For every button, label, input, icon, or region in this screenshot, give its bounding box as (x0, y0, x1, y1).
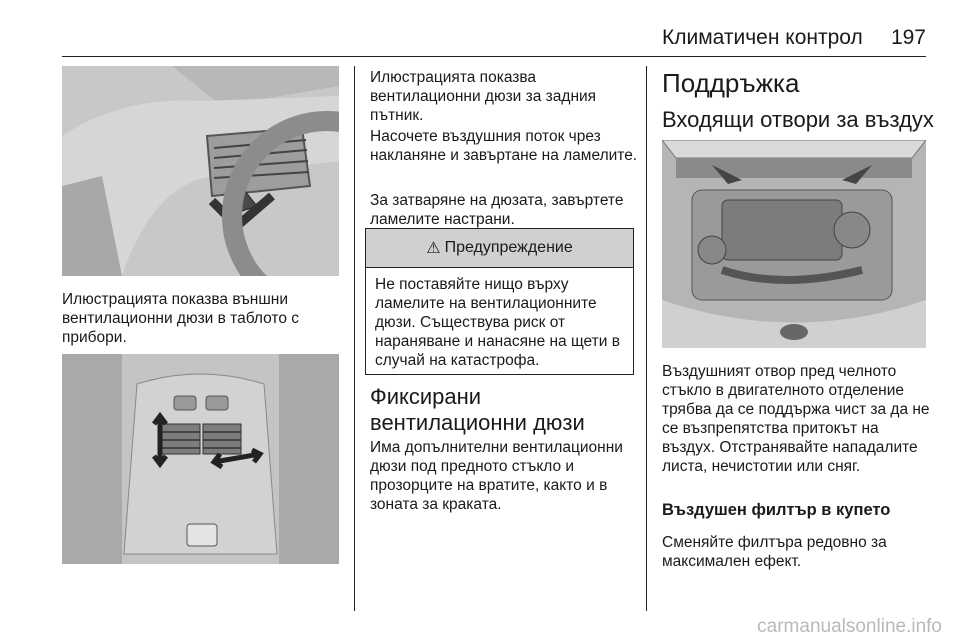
cabin-filter-heading: Въздушен филтър в купето (662, 501, 891, 519)
section-title-fixed-vents: Фиксирани вентилационни дюзи (370, 384, 585, 435)
page-header (62, 26, 926, 58)
middle-paragraph-1: Насочете въздушния поток чрез накланяне и завъртане на ламелите. (370, 128, 638, 164)
middle-paragraph-2: За затваряне на дюзата, завъртете ламелите настрани. (370, 192, 624, 228)
engine-bay-illustration (662, 140, 926, 348)
header-rule (62, 56, 926, 57)
page-number: 197 (890, 26, 926, 49)
warning-body: Не поставяйте нищо върху ламелите на вентилационните дюзи. Съществува риск от нараняване и нанасяне на щети в случай на катастрофа. (375, 276, 620, 369)
warning-header (366, 229, 633, 268)
dashboard-vent-illustration (62, 66, 339, 276)
watermark: carmanualsonline.info (757, 616, 942, 637)
warning-box (365, 228, 634, 375)
warning-icon: ⚠ (426, 240, 441, 257)
right-paragraph-1: Въздушният отвор пред челното стъкло в двигателното отделение трябва да се поддържа чист за да не се възпрепятства притокът на въздух. Отстранявайте нападалите листа, нечистотии или сняг. (662, 363, 930, 475)
middle-caption: Илюстрацията показва вентилационни дюзи за задния пътник. (370, 69, 597, 124)
column-divider-left (354, 66, 355, 611)
right-paragraph-2: Сменяйте филтъра редовно за максимален ефект. (662, 534, 887, 570)
middle-paragraph-3: Има допълнителни вентилационни дюзи под предното стъкло и прозорците на вратите, както и в зоната за краката. (370, 439, 623, 513)
air-inlets-heading: Входящи отвори за въздух (662, 107, 934, 132)
maintenance-heading: Поддръжка (662, 68, 800, 98)
header-title: Климатичен контрол (662, 26, 863, 49)
left-caption: Илюстрацията показва външни вентилационни дюзи в таблото с прибори. (62, 291, 300, 346)
warning-title: Предупреждение (444, 239, 573, 256)
rear-vent-illustration (62, 354, 339, 564)
column-divider-right (646, 66, 647, 611)
